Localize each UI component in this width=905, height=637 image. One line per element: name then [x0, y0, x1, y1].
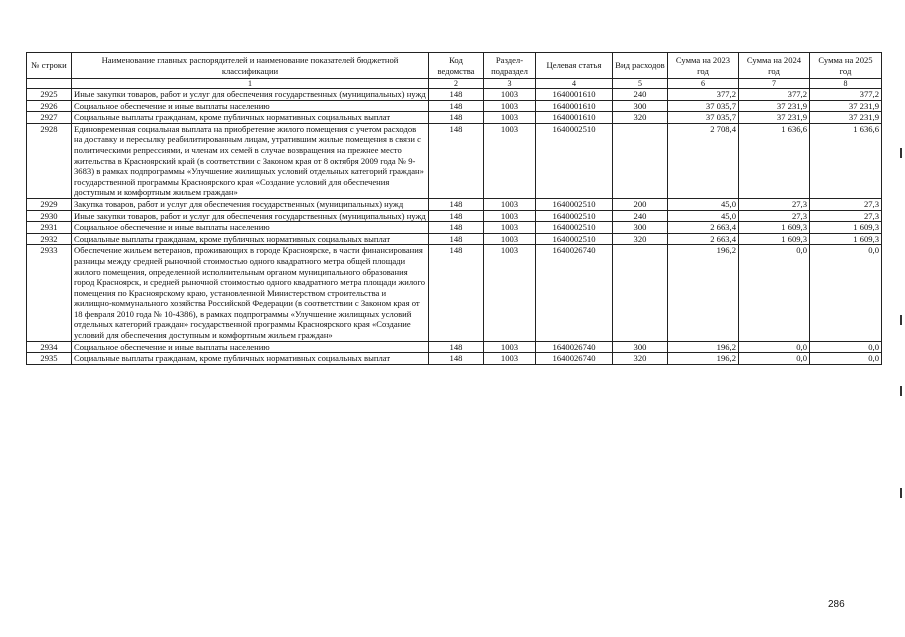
target-article: 1640002510	[536, 222, 613, 234]
section-code: 1003	[484, 123, 536, 198]
sum-2025: 0,0	[810, 341, 882, 353]
row-number: 2931	[27, 222, 72, 234]
column-number	[27, 79, 72, 89]
table-row	[27, 233, 882, 245]
expense-type	[613, 123, 668, 198]
sum-2025: 0,0	[810, 353, 882, 365]
table-row	[27, 245, 882, 341]
column-number: 8	[810, 79, 882, 89]
expense-type: 320	[613, 353, 668, 365]
section-code: 1003	[484, 245, 536, 341]
dept-code: 148	[429, 353, 484, 365]
target-article: 1640026740	[536, 341, 613, 353]
sum-2023: 37 035,7	[668, 112, 739, 124]
dept-code: 148	[429, 112, 484, 124]
target-article: 1640026740	[536, 353, 613, 365]
sum-2025: 37 231,9	[810, 100, 882, 112]
sum-2024: 1 609,3	[739, 222, 810, 234]
dept-code: 148	[429, 233, 484, 245]
sum-2025: 1 609,3	[810, 222, 882, 234]
sum-2024: 1 609,3	[739, 233, 810, 245]
sum-2023: 196,2	[668, 353, 739, 365]
sum-2024: 377,2	[739, 89, 810, 101]
target-article: 1640001610	[536, 89, 613, 101]
sum-2025: 1 636,6	[810, 123, 882, 198]
sum-2023: 196,2	[668, 245, 739, 341]
row-number: 2930	[27, 210, 72, 222]
row-number: 2932	[27, 233, 72, 245]
sum-2023: 2 708,4	[668, 123, 739, 198]
row-number: 2929	[27, 198, 72, 210]
section-code: 1003	[484, 222, 536, 234]
target-article: 1640002510	[536, 210, 613, 222]
column-number: 6	[668, 79, 739, 89]
row-name: Иные закупки товаров, работ и услуг для обеспечения государственных (муниципальных) нужд	[72, 89, 429, 101]
column-number: 4	[536, 79, 613, 89]
dept-code: 148	[429, 222, 484, 234]
row-number: 2925	[27, 89, 72, 101]
target-article: 1640001610	[536, 100, 613, 112]
target-article: 1640002510	[536, 198, 613, 210]
expense-type: 240	[613, 210, 668, 222]
sum-2025: 37 231,9	[810, 112, 882, 124]
sum-2025: 27,3	[810, 210, 882, 222]
column-number-row	[27, 79, 882, 89]
row-name: Социальное обеспечение и иные выплаты населению	[72, 222, 429, 234]
table-row	[27, 198, 882, 210]
section-code: 1003	[484, 233, 536, 245]
row-name: Социальное обеспечение и иные выплаты населению	[72, 100, 429, 112]
col-header-sum-2023: Сумма на 2023 год	[668, 53, 739, 79]
sum-2023: 377,2	[668, 89, 739, 101]
scan-edge-mark	[900, 148, 902, 158]
sum-2023: 45,0	[668, 210, 739, 222]
table-row	[27, 222, 882, 234]
col-header-dept-code: Код ведомства	[429, 53, 484, 79]
expense-type: 300	[613, 341, 668, 353]
table-row	[27, 89, 882, 101]
dept-code: 148	[429, 245, 484, 341]
column-number: 5	[613, 79, 668, 89]
row-number: 2926	[27, 100, 72, 112]
table-row	[27, 353, 882, 365]
col-header-expense-type: Вид расходов	[613, 53, 668, 79]
section-code: 1003	[484, 341, 536, 353]
dept-code: 148	[429, 123, 484, 198]
section-code: 1003	[484, 89, 536, 101]
scan-edge-mark	[900, 488, 902, 498]
budget-table	[26, 52, 882, 365]
col-header-target-article: Целевая статья	[536, 53, 613, 79]
col-header-name: Наименование главных распорядителей и наименование показателей бюджетной классификации	[72, 53, 429, 79]
row-name: Закупка товаров, работ и услуг для обеспечения государственных (муниципальных) нужд	[72, 198, 429, 210]
table-row	[27, 112, 882, 124]
col-header-sum-2024: Сумма на 2024 год	[739, 53, 810, 79]
dept-code: 148	[429, 341, 484, 353]
sum-2025: 377,2	[810, 89, 882, 101]
row-name: Социальное обеспечение и иные выплаты населению	[72, 341, 429, 353]
sum-2024: 27,3	[739, 210, 810, 222]
sum-2024: 0,0	[739, 245, 810, 341]
sum-2023: 2 663,4	[668, 233, 739, 245]
row-number: 2935	[27, 353, 72, 365]
dept-code: 148	[429, 210, 484, 222]
target-article: 1640001610	[536, 112, 613, 124]
table-row	[27, 100, 882, 112]
table-row	[27, 210, 882, 222]
row-number: 2928	[27, 123, 72, 198]
section-code: 1003	[484, 112, 536, 124]
dept-code: 148	[429, 89, 484, 101]
sum-2024: 0,0	[739, 341, 810, 353]
column-number: 3	[484, 79, 536, 89]
expense-type	[613, 245, 668, 341]
expense-type: 300	[613, 100, 668, 112]
col-header-sum-2025: Сумма на 2025 год	[810, 53, 882, 79]
expense-type: 300	[613, 222, 668, 234]
column-number: 1	[72, 79, 429, 89]
col-header-section: Раздел-подраздел	[484, 53, 536, 79]
expense-type: 240	[613, 89, 668, 101]
scan-edge-mark	[900, 386, 902, 396]
sum-2024: 1 636,6	[739, 123, 810, 198]
section-code: 1003	[484, 198, 536, 210]
column-number: 7	[739, 79, 810, 89]
row-name: Социальные выплаты гражданам, кроме публичных нормативных социальных выплат	[72, 233, 429, 245]
row-number: 2934	[27, 341, 72, 353]
target-article: 1640026740	[536, 245, 613, 341]
sum-2023: 45,0	[668, 198, 739, 210]
column-number: 2	[429, 79, 484, 89]
dept-code: 148	[429, 100, 484, 112]
table-row	[27, 341, 882, 353]
row-name: Социальные выплаты гражданам, кроме публичных нормативных социальных выплат	[72, 353, 429, 365]
row-number: 2933	[27, 245, 72, 341]
sum-2023: 2 663,4	[668, 222, 739, 234]
sum-2023: 37 035,7	[668, 100, 739, 112]
expense-type: 320	[613, 233, 668, 245]
row-number: 2927	[27, 112, 72, 124]
target-article: 1640002510	[536, 123, 613, 198]
dept-code: 148	[429, 198, 484, 210]
sum-2024: 27,3	[739, 198, 810, 210]
sum-2024: 37 231,9	[739, 100, 810, 112]
section-code: 1003	[484, 210, 536, 222]
row-name: Иные закупки товаров, работ и услуг для обеспечения государственных (муниципальных) нужд	[72, 210, 429, 222]
sum-2025: 1 609,3	[810, 233, 882, 245]
col-header-row-number: № строки	[27, 53, 72, 79]
sum-2025: 27,3	[810, 198, 882, 210]
table-row	[27, 123, 882, 198]
page-number: 286	[828, 599, 845, 610]
expense-type: 320	[613, 112, 668, 124]
row-name: Социальные выплаты гражданам, кроме публичных нормативных социальных выплат	[72, 112, 429, 124]
expense-type: 200	[613, 198, 668, 210]
scan-edge-mark	[900, 315, 902, 325]
target-article: 1640002510	[536, 233, 613, 245]
section-code: 1003	[484, 100, 536, 112]
header-row	[27, 53, 882, 79]
row-name: Обеспечение жильем ветеранов, проживающих в городе Красноярске, в части финансирования разницы между средней рыночной стоимостью одного квадратного метра общей площади жилого помещения, определенной исполнительным органом муниципального образования город Красноярск, и средней рыночной стоимостью одного квадратного метра площади жилого помещения по Красноярскому краю, установленной Министерством строительства и жилищно-коммунального хозяйства Российской Федерации (в соответствии с Законом края от 18 февраля 2010 года № 10-4386), в рамках подпрограммы «Улучшение жилищных условий отдельных категорий граждан» государственной программы Красноярского края «Создание условий для обеспечения доступным и комфортным жильем граждан»	[72, 245, 429, 341]
section-code: 1003	[484, 353, 536, 365]
row-name: Единовременная социальная выплата на приобретение жилого помещения с учетом расходов на доставку и пересылку реабилитированным лицам, утратившим жилые помещения в связи с политическими репрессиями, и членам их семей в случае возвращения на прежнее место жительства в Красноярский край (в соответствии с Законом края от 8 октября 2009 года № 9-3683) в рамках подпрограммы «Улучшение жилищных условий отдельных категорий граждан» государственной программы Красноярского края «Создание условий для обеспечения доступным и комфортным жильем граждан»	[72, 123, 429, 198]
sum-2025: 0,0	[810, 245, 882, 341]
sum-2023: 196,2	[668, 341, 739, 353]
sum-2024: 0,0	[739, 353, 810, 365]
sum-2024: 37 231,9	[739, 112, 810, 124]
